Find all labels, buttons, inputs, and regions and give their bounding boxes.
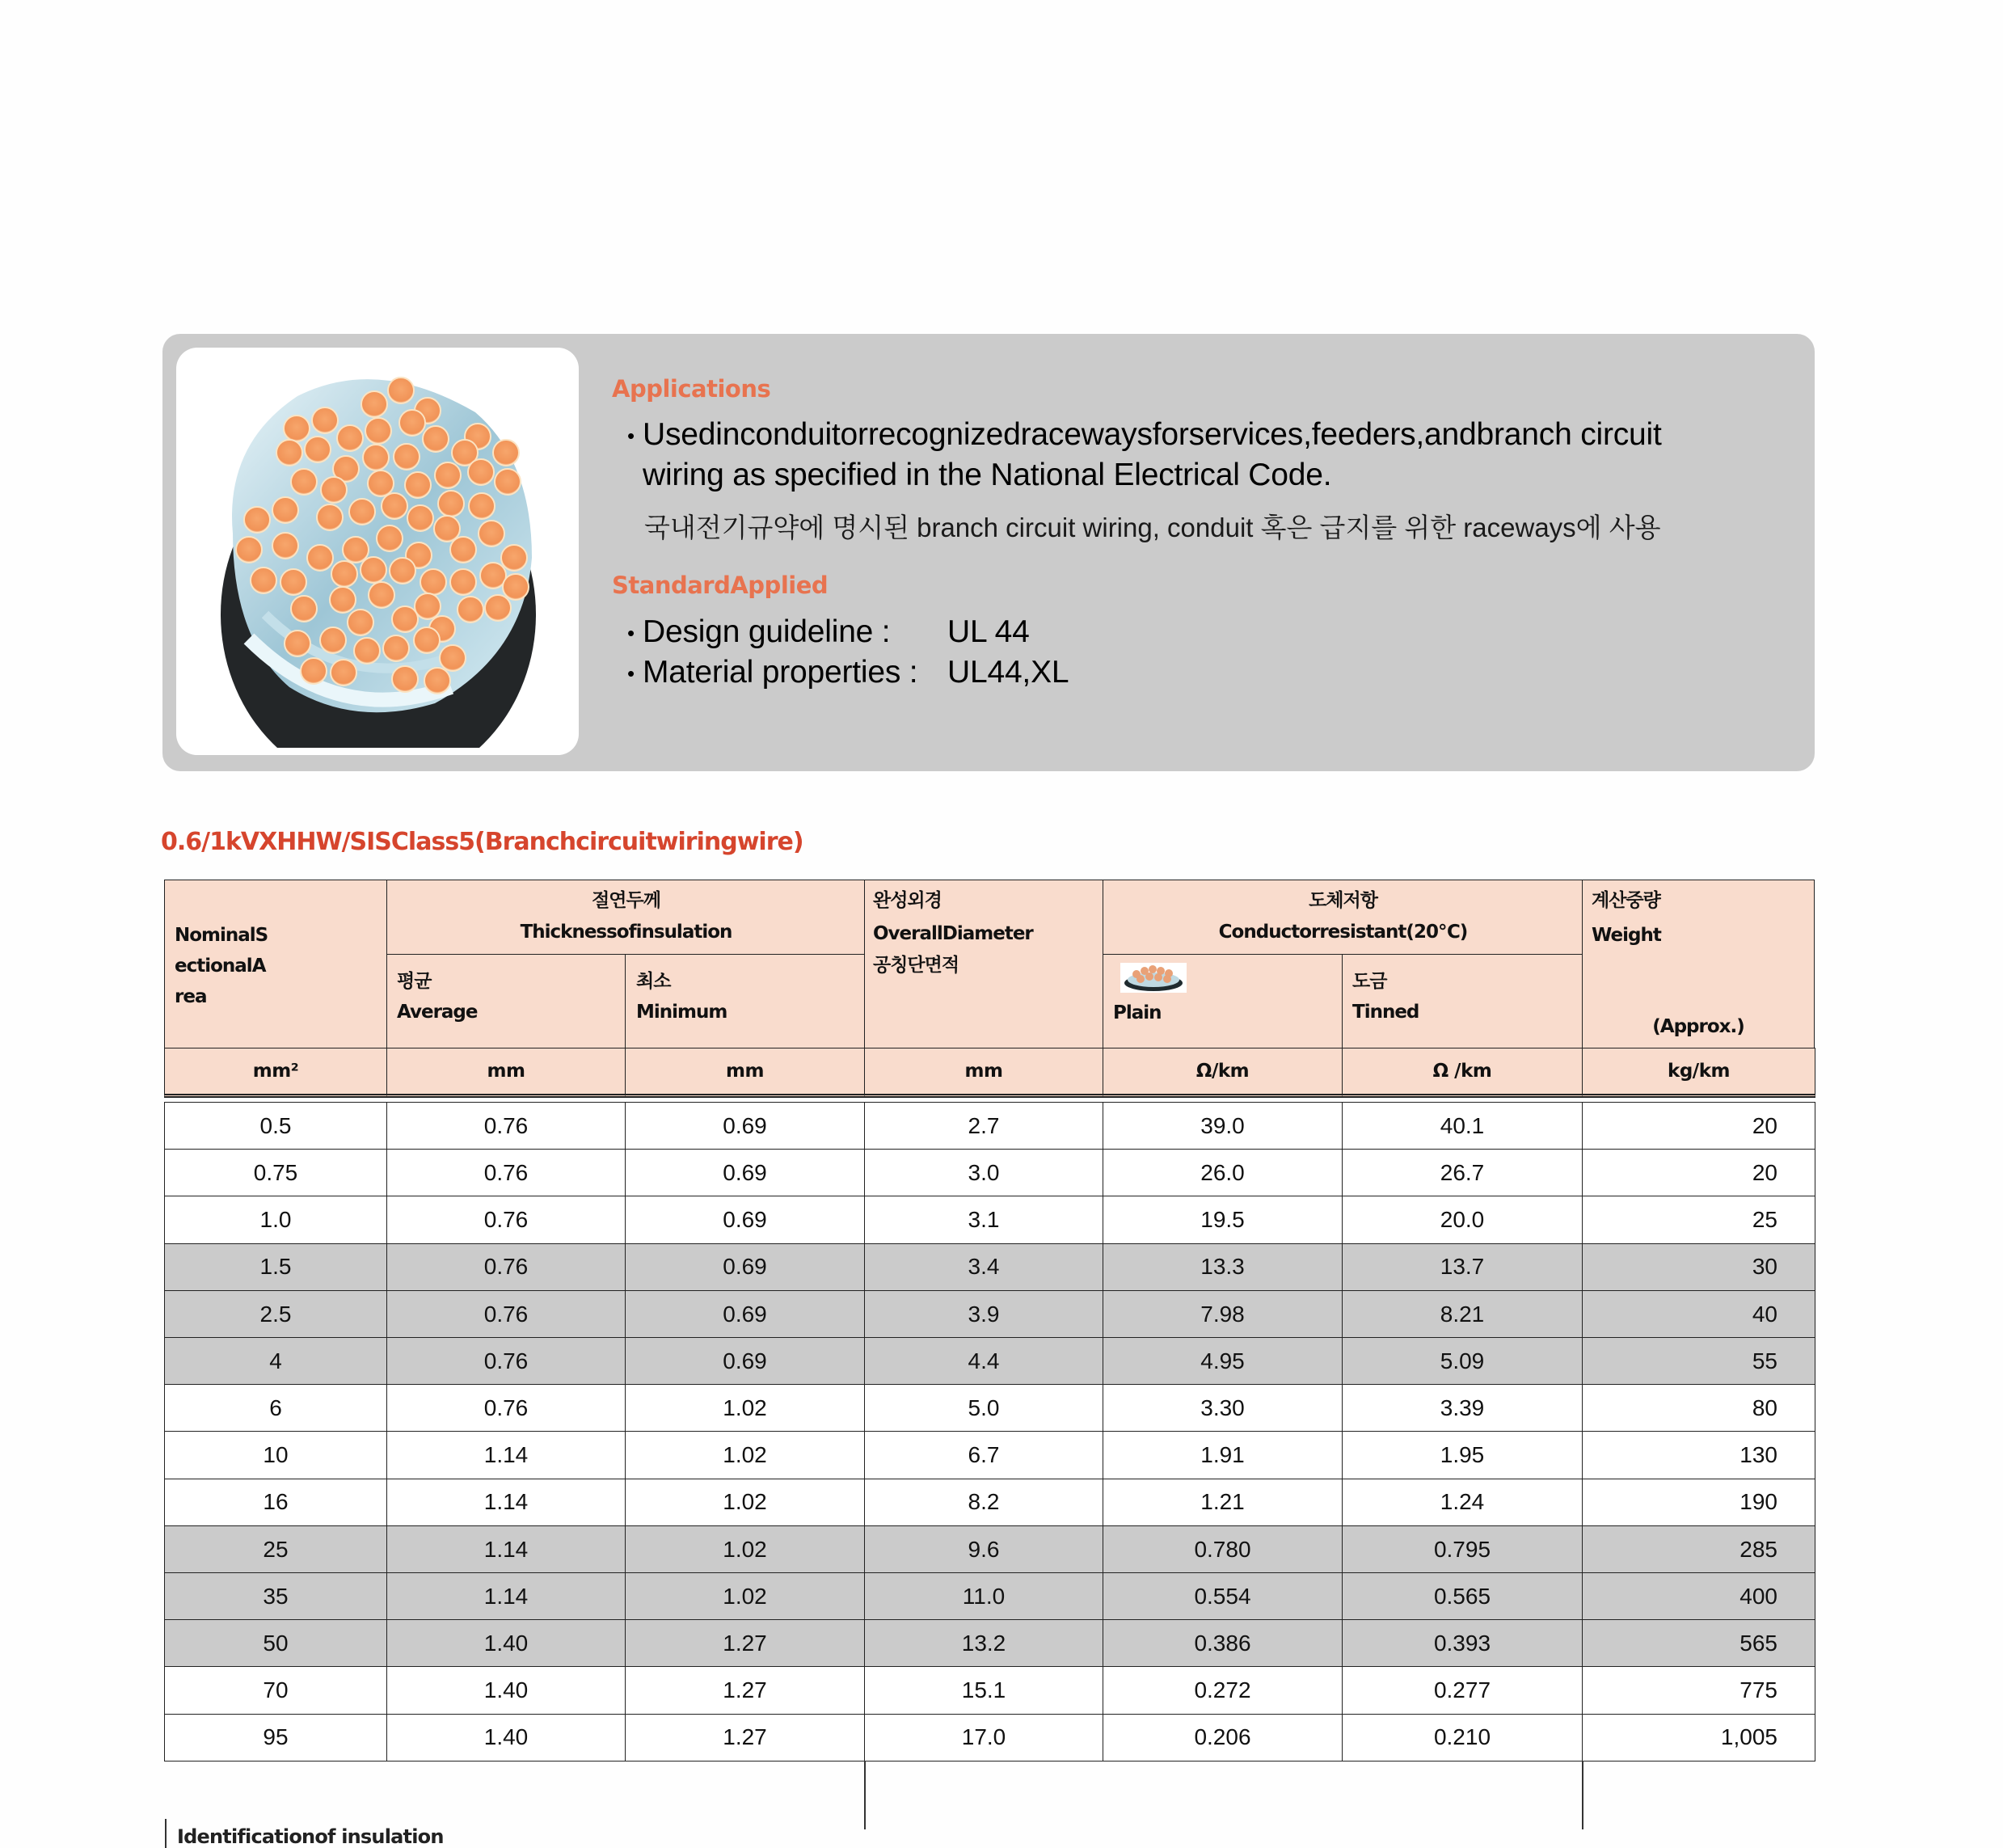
table-title: 0.6/1kVXHHW/SISClass5(Branchcircuitwiringwire) — [161, 828, 803, 856]
table-cell: 130 — [1582, 1431, 1815, 1479]
table-cell: 16 — [164, 1479, 387, 1527]
table-cell: 3.1 — [864, 1196, 1103, 1244]
table-cell: 70 — [164, 1666, 387, 1715]
table-cell: 9.6 — [864, 1525, 1103, 1574]
table-extension-line — [864, 1761, 866, 1829]
table-cell: 1.24 — [1342, 1479, 1583, 1527]
table-cell: 0.69 — [625, 1290, 865, 1339]
table-cell: 0.76 — [386, 1149, 626, 1197]
table-cell: 3.30 — [1103, 1384, 1343, 1432]
table-cell: 4 — [164, 1337, 387, 1386]
table-cell: 1.14 — [386, 1525, 626, 1574]
table-cell: 3.0 — [864, 1149, 1103, 1197]
header-resistance-group — [1103, 880, 1583, 955]
table-cell: 5.0 — [864, 1384, 1103, 1432]
header-tinned — [1342, 954, 1583, 1049]
table-cell: 0.76 — [386, 1384, 626, 1432]
table-cell: 17.0 — [864, 1714, 1103, 1762]
applications-text-line1: Usedinconduitorrecognizedracewaysforservices,feeders,andbranch circuit — [643, 417, 1662, 452]
table-cell: 10 — [164, 1431, 387, 1479]
header-average — [386, 954, 626, 1049]
table-cell: 13.7 — [1342, 1243, 1583, 1292]
header-diameter-ko: 완성외경 — [873, 890, 942, 911]
table-cell: 190 — [1582, 1479, 1815, 1527]
table-cell: 0.76 — [386, 1337, 626, 1386]
table-cell: 0.75 — [164, 1149, 387, 1197]
header-insulation-en: Thicknessofinsulation — [520, 922, 732, 943]
header-nominal-area — [164, 880, 388, 1049]
table-cell: 20 — [1582, 1102, 1815, 1150]
table-cell: 0.69 — [625, 1102, 865, 1150]
footer-divider — [165, 1819, 167, 1848]
table-cell: 0.69 — [625, 1196, 865, 1244]
unit-cell: mm — [625, 1048, 865, 1098]
table-cell: 20 — [1582, 1149, 1815, 1197]
table-cell: 0.206 — [1103, 1714, 1343, 1762]
header-overall-diameter — [864, 880, 1104, 1049]
table-cell: 1.02 — [625, 1431, 865, 1479]
table-cell: 1.40 — [386, 1714, 626, 1762]
header-plain — [1103, 954, 1343, 1049]
table-cell: 1.02 — [625, 1384, 865, 1432]
unit-cell: Ω/km — [1103, 1048, 1343, 1098]
header-nominal-line2: ectionalA — [175, 956, 266, 977]
table-cell: 8.21 — [1342, 1290, 1583, 1339]
design-guideline-value: UL 44 — [947, 614, 1030, 649]
table-cell: 1.14 — [386, 1572, 626, 1621]
identification-heading: Identificationof insulation — [177, 1825, 444, 1848]
table-cell: 1.02 — [625, 1479, 865, 1527]
header-resist-ko: 도체저항 — [1309, 890, 1377, 911]
table-cell: 0.76 — [386, 1290, 626, 1339]
table-cell: 1.91 — [1103, 1431, 1343, 1479]
bullet-icon: • — [627, 621, 635, 645]
header-nominal-line3: rea — [175, 986, 207, 1007]
cable-cross-section-icon — [176, 348, 579, 755]
header-minimum-en: Minimum — [636, 1002, 727, 1023]
header-weight — [1582, 880, 1815, 1049]
table-cell: 6 — [164, 1384, 387, 1432]
plain-conductor-icon — [1120, 963, 1187, 993]
table-cell: 1.27 — [625, 1666, 865, 1715]
table-cell: 25 — [164, 1525, 387, 1574]
table-cell: 15.1 — [864, 1666, 1103, 1715]
table-cell: 40.1 — [1342, 1102, 1583, 1150]
table-cell: 565 — [1582, 1619, 1815, 1668]
table-cell: 285 — [1582, 1525, 1815, 1574]
table-cell: 4.95 — [1103, 1337, 1343, 1386]
table-cell: 7.98 — [1103, 1290, 1343, 1339]
table-cell: 0.565 — [1342, 1572, 1583, 1621]
table-cell: 13.3 — [1103, 1243, 1343, 1292]
table-cell: 8.2 — [864, 1479, 1103, 1527]
table-cell: 3.39 — [1342, 1384, 1583, 1432]
table-cell: 20.0 — [1342, 1196, 1583, 1244]
table-cell: 0.393 — [1342, 1619, 1583, 1668]
header-insulation-ko: 절연두께 — [592, 890, 660, 911]
table-cell: 40 — [1582, 1290, 1815, 1339]
table-cell: 0.386 — [1103, 1619, 1343, 1668]
table-cell: 26.7 — [1342, 1149, 1583, 1197]
table-extension-line — [1582, 1761, 1583, 1829]
unit-cell: mm — [386, 1048, 626, 1098]
table-cell: 30 — [1582, 1243, 1815, 1292]
applications-heading: Applications — [612, 375, 771, 403]
material-properties-value: UL44,XL — [947, 655, 1069, 690]
header-weight-approx: (Approx.) — [1652, 1016, 1744, 1037]
table-cell: 0.69 — [625, 1243, 865, 1292]
table-cell: 0.76 — [386, 1196, 626, 1244]
table-cell: 0.795 — [1342, 1525, 1583, 1574]
header-tinned-en: Tinned — [1352, 1002, 1419, 1023]
header-diameter-en: OverallDiameter — [873, 923, 1033, 944]
table-cell: 95 — [164, 1714, 387, 1762]
table-cell: 0.5 — [164, 1102, 387, 1150]
table-cell: 0.210 — [1342, 1714, 1583, 1762]
table-cell: 19.5 — [1103, 1196, 1343, 1244]
table-cell: 5.09 — [1342, 1337, 1583, 1386]
unit-cell: Ω /km — [1342, 1048, 1583, 1098]
table-cell: 3.4 — [864, 1243, 1103, 1292]
table-cell: 6.7 — [864, 1431, 1103, 1479]
header-diameter-ko2: 공칭단면적 — [873, 955, 959, 976]
header-resist-en: Conductorresistant(20℃) — [1218, 922, 1468, 943]
bullet-icon: • — [627, 424, 635, 448]
table-cell: 26.0 — [1103, 1149, 1343, 1197]
table-cell: 1.02 — [625, 1572, 865, 1621]
header-average-ko: 평균 — [397, 971, 432, 992]
table-cell: 1.27 — [625, 1714, 865, 1762]
table-cell: 0.69 — [625, 1337, 865, 1386]
material-properties-label: Material properties : — [643, 655, 918, 690]
unit-cell: kg/km — [1582, 1048, 1815, 1098]
header-weight-en: Weight — [1592, 925, 1661, 946]
table-cell: 35 — [164, 1572, 387, 1621]
table-cell: 3.9 — [864, 1290, 1103, 1339]
table-cell: 80 — [1582, 1384, 1815, 1432]
table-cell: 1.27 — [625, 1619, 865, 1668]
table-cell: 55 — [1582, 1337, 1815, 1386]
table-cell: 1.14 — [386, 1479, 626, 1527]
table-cell: 0.76 — [386, 1102, 626, 1150]
applications-korean-text: 국내전기규약에 명시된 branch circuit wiring, conduit 혹은 급지를 위한 raceways에 사용 — [644, 513, 1661, 542]
table-cell: 1.5 — [164, 1243, 387, 1292]
header-plain-en: Plain — [1113, 1002, 1162, 1023]
table-cell: 0.554 — [1103, 1572, 1343, 1621]
table-cell: 775 — [1582, 1666, 1815, 1715]
table-cell: 13.2 — [864, 1619, 1103, 1668]
table-cell: 0.780 — [1103, 1525, 1343, 1574]
table-cell: 50 — [164, 1619, 387, 1668]
table-cell: 1.02 — [625, 1525, 865, 1574]
header-tinned-ko: 도금 — [1352, 971, 1387, 992]
table-cell: 1.14 — [386, 1431, 626, 1479]
table-cell: 1.95 — [1342, 1431, 1583, 1479]
cable-image — [176, 348, 579, 755]
header-nominal-line1: NominalS — [175, 925, 268, 946]
table-cell: 1,005 — [1582, 1714, 1815, 1762]
header-minimum — [625, 954, 866, 1049]
applications-text-line2: wiring as specified in the National Electrical Code. — [643, 458, 1332, 492]
table-cell: 0.272 — [1103, 1666, 1343, 1715]
design-guideline-label: Design guideline : — [643, 614, 891, 649]
header-minimum-ko: 최소 — [636, 971, 671, 992]
table-cell: 0.69 — [625, 1149, 865, 1197]
table-cell: 2.7 — [864, 1102, 1103, 1150]
unit-cell: mm — [864, 1048, 1103, 1098]
table-cell: 4.4 — [864, 1337, 1103, 1386]
table-cell: 1.0 — [164, 1196, 387, 1244]
table-cell: 39.0 — [1103, 1102, 1343, 1150]
table-cell: 2.5 — [164, 1290, 387, 1339]
unit-cell: mm² — [164, 1048, 387, 1098]
header-insulation-group — [386, 880, 866, 955]
table-cell: 400 — [1582, 1572, 1815, 1621]
table-cell: 1.21 — [1103, 1479, 1343, 1527]
header-weight-ko: 계산중량 — [1592, 890, 1660, 911]
table-cell: 1.40 — [386, 1619, 626, 1668]
table-cell: 0.76 — [386, 1243, 626, 1292]
header-average-en: Average — [397, 1002, 478, 1023]
standard-applied-heading: StandardApplied — [612, 572, 829, 599]
bullet-icon: • — [627, 661, 635, 686]
table-cell: 0.277 — [1342, 1666, 1583, 1715]
table-cell: 11.0 — [864, 1572, 1103, 1621]
table-cell: 25 — [1582, 1196, 1815, 1244]
table-cell: 1.40 — [386, 1666, 626, 1715]
